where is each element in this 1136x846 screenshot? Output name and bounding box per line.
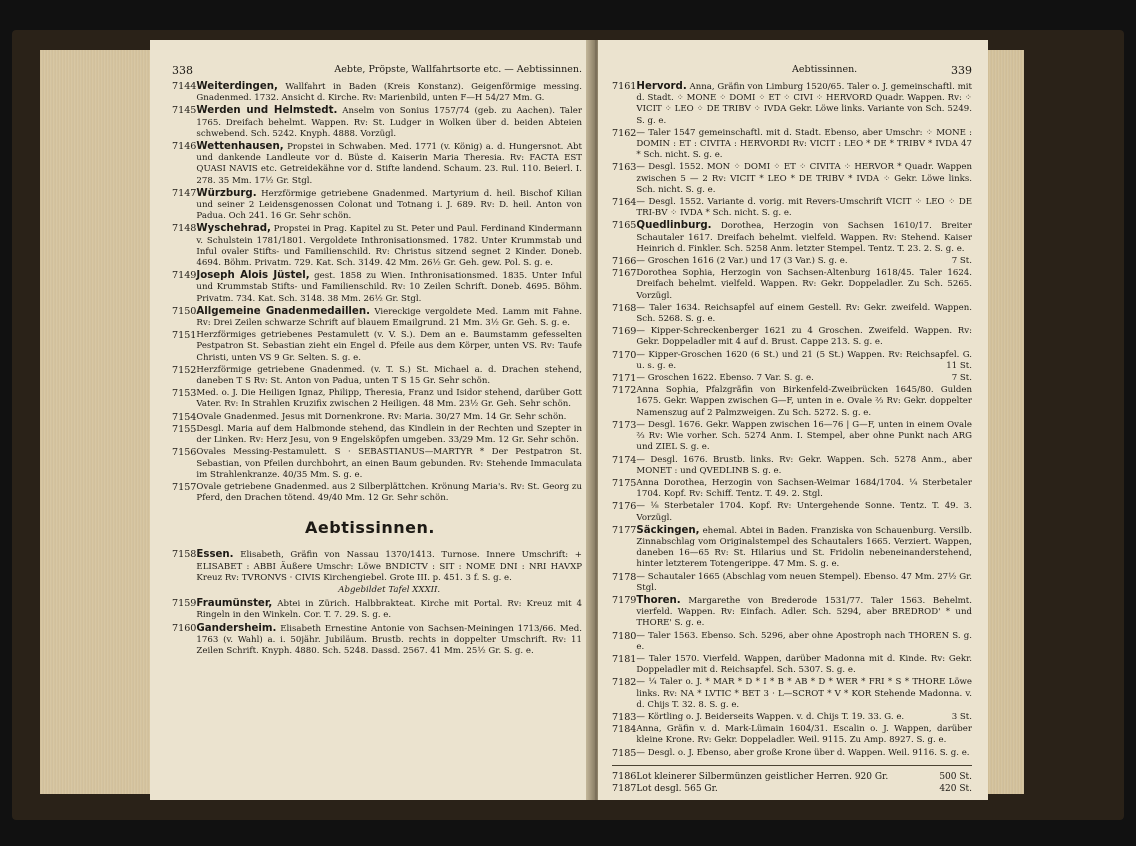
- entry-number: 7152: [172, 364, 197, 376]
- entry-title: Fraumünster,: [196, 598, 273, 610]
- entry-title: Allgemeine Gnadenmedaillen.: [196, 305, 370, 317]
- entry-title: Würzburg.: [196, 187, 257, 199]
- catalog-entry: [612, 373, 972, 384]
- left-page-number: 338: [172, 64, 193, 77]
- left-entries: [172, 81, 592, 504]
- entry-number: 7177: [612, 524, 637, 536]
- entry-title: Werden und Helmstedt.: [196, 105, 338, 117]
- entry-description: Herzförmige getriebene Gnadenmed. Martyrium d. heil. Bischof Kilian und seiner 2 Leidensgenossen Colonat und Totnang i. J. 689. Rv: D. heil. Anton von Padua. Och 241. 16 Gr. Sehr schön.: [196, 188, 582, 222]
- entry-text: [636, 81, 972, 127]
- entry-number: 7172: [612, 385, 637, 397]
- entry-text: [636, 525, 972, 571]
- catalog-entry: [172, 482, 592, 504]
- catalog-entry: [172, 598, 592, 621]
- entry-text: [196, 598, 592, 621]
- entry-description: — Desgl. 1552. MON ⁘ DOMI ⁘ ET ⁘ CIVITA ⁘ HERVOR * Quadr. Wappen zwischen 5 — 2 Rv: VICIT * LEO * DE TRIBV * IVDA ⁘ Gekr. Löwe links. Sch. nicht. S. g. e.: [636, 162, 972, 195]
- catalog-entry: [612, 595, 972, 630]
- entry-description: — Schautaler 1665 (Abschlag vom neuen Stempel). Ebenso. 47 Mm. 27½ Gr. Stgl.: [636, 571, 972, 593]
- entry-number: 7163: [612, 162, 637, 174]
- entry-description: Anna Dorothea, Herzogin von Sachsen-Weimar 1684/1704. ¼ Sterbetaler 1704. Kopf. Rv: Schiff. Tentz. T. 49. 2. Stgl.: [636, 477, 972, 500]
- entry-text: [196, 141, 592, 187]
- entry-description: — Desgl. 1676. Brustb. links. Rv: Gekr. Wappen. Sch. 5278 Anm., aber MONET : und QVEDLINB S. g. e.: [636, 454, 972, 476]
- entry-text: [196, 188, 592, 223]
- catalog-entry: [612, 256, 972, 267]
- catalog-entry: [172, 365, 592, 387]
- catalog-entry: [612, 525, 972, 571]
- entry-description: — Körtling o. J. Beiderseits Wappen. v. d. Chijs T. 19. 33. G. e.: [636, 711, 905, 722]
- entry-text: [636, 677, 972, 711]
- right-header-title: Aebtissinnen.: [792, 64, 858, 75]
- entry-quantity: 7 St.: [951, 256, 972, 267]
- entry-text: [196, 330, 592, 364]
- catalog-entry: [612, 326, 972, 348]
- catalog-entry: [612, 303, 972, 325]
- entry-text: [636, 303, 972, 325]
- catalog-entry: [172, 270, 592, 305]
- entry-text: [196, 424, 592, 446]
- entry-description: Elisabeth Ernestine Antonie von Sachsen-Meiningen 1713/66. Med. 1763 (v. Wahl) a. i. 50jähr. Jubiläum. Brustb. rechts in doppelter Umschrift. Rv: 11 Zeilen Schrift. Knyph. 4880. Sch. 5248. Dassd. 2567. 41 Mm. 25½ Gr. S. g. e.: [196, 623, 582, 656]
- entry-number: 7171: [612, 373, 637, 385]
- entry-number: 7158: [172, 549, 197, 561]
- entry-title: Quedlinburg.: [636, 220, 712, 232]
- entry-text: [636, 256, 972, 267]
- entry-quantity: 11 St.: [946, 360, 972, 371]
- lot-text: Lot desgl. 565 Gr.: [636, 783, 718, 794]
- entry-title: Joseph Alois Jüstel,: [196, 270, 310, 282]
- entry-text: [636, 654, 972, 676]
- entry-text: [196, 623, 592, 658]
- entry-quantity: 3 St.: [951, 711, 972, 722]
- lot-number: 7187: [612, 782, 637, 794]
- entry-number: 7173: [612, 419, 637, 431]
- entry-description: — Groschen 1622. Ebenso. 7 Var. S. g. e.: [636, 373, 814, 384]
- entry-text: [636, 326, 972, 348]
- entry-text: [636, 385, 972, 419]
- entry-description: Dorothea, Herzogin von Sachsen 1610/17. Breiter Schautaler 1617. Dreifach behelmt. vielfeld. Wappen. Rv: Stehend. Kaiser Heinrich d. Finkler. Sch. 5258 Anm. letzter Stempel. Tentz. T. 23. 2. S. g. e.: [636, 221, 972, 254]
- entry-number: 7165: [612, 220, 637, 232]
- entry-number: 7160: [172, 622, 197, 634]
- entry-description: Dorothea Sophia, Herzogin von Sachsen-Altenburg 1618/45. Taler 1624. Dreifach behelmt. vielfeld. Wappen. Rv: Gekr. Doppeladler. Zu Sch. 5265. Vorzügl.: [636, 268, 972, 301]
- catalog-entry: [172, 306, 592, 329]
- catalog-entry: [172, 549, 592, 597]
- catalog-entry: [612, 677, 972, 711]
- entry-title: Gandersheim.: [196, 622, 277, 634]
- entry-text: [636, 478, 972, 500]
- entry-text: [196, 365, 592, 387]
- entry-description: — Desgl. 1676. Gekr. Wappen zwischen 16—76 | G—F, unten in einem Ovale ⅔ Rv: Wie vorher. Sch. 5274 Anm. I. Stempel, aber ohne Punkt nach ARG und ZIEL S. g. e.: [636, 419, 972, 453]
- entry-number: 7145: [172, 105, 197, 117]
- entry-title: Thoren.: [636, 594, 681, 606]
- lot-amount: 500 St.: [939, 771, 972, 782]
- catalog-entry: [612, 724, 972, 746]
- entry-number: 7184: [612, 724, 637, 736]
- catalog-entry: [612, 420, 972, 454]
- entry-number: 7176: [612, 501, 637, 513]
- entry-description: Ovale getriebene Gnadenmed. aus 2 Silberplättchen. Krönung Maria's. Rv: St. Georg zu Pferd, den Drachen tötend. 49/40 Mm. 12 Gr. Sehr schön.: [196, 481, 582, 504]
- right-entries: [612, 81, 972, 759]
- entry-number: 7147: [172, 187, 197, 199]
- catalog-entry: [612, 197, 972, 219]
- entry-number: 7157: [172, 481, 197, 493]
- entry-description: Ovale Gnadenmed. Jesus mit Dornenkrone. Rv: Maria. 30/27 Mm. 14 Gr. Sehr schön.: [196, 411, 567, 422]
- entry-description: gest. 1858 zu Wien. Inthronisationsmed. 1835. Unter Inful und Krummstab Stifts- und Familienschild. Rv: 10 Zeilen Schrift. Doneb. 4695. Böhm. Privatm. 734. Kat. Sch. 3148. 38 Mm. 26½ Gr. Stgl.: [196, 271, 583, 304]
- right-page-number: 339: [951, 64, 972, 77]
- entry-text: [636, 162, 972, 196]
- catalog-entry: [612, 455, 972, 477]
- lot-list: [612, 771, 972, 795]
- entry-number: 7161: [612, 81, 637, 92]
- entry-number: 7181: [612, 653, 637, 665]
- entry-number: 7166: [612, 256, 637, 268]
- entry-number: 7179: [612, 594, 637, 606]
- entry-description: Viereckige vergoldete Med. Lamm mit Fahne. Rv: Drei Zeilen schwarze Schrift auf blauem Emailgrund. 21 Mm. 3½ Gr. Geh. S. g. e.: [196, 306, 582, 329]
- catalog-entry: [172, 105, 592, 140]
- entry-text: [636, 420, 972, 454]
- entry-text: [196, 270, 592, 305]
- entry-text: [196, 447, 592, 481]
- lot-text: Lot kleinerer Silbermünzen geistlicher Herren. 920 Gr.: [636, 771, 889, 782]
- catalog-entry: [172, 223, 592, 269]
- entry-description: Propstei in Prag. Kapitel zu St. Peter und Paul. Ferdinand Kindermann v. Schulstein 1781/1801. Vergoldete Inthronisationsmed. 1782. Unter Krummstab und Inful ovaler Stifts- und Familienschild. Rv: Christus sitzend segnet 2 Kinder. Doneb. 4694. Böhm. Privatm. 729. Kat. Sch. 3149. 42 Mm. 26½ Gr. Geh. gew. Pol. S. g. e.: [196, 224, 583, 269]
- entry-text: [636, 501, 972, 523]
- catalog-entry: [172, 388, 592, 410]
- entry-description: — Taler 1634. Reichsapfel auf einem Gestell. Rv: Gekr. zweifeld. Wappen. Sch. 5268. S. g. e.: [636, 302, 972, 325]
- entry-description: ehemal. Abtei in Baden. Franziska von Schauenburg. Versilb. Zinnabschlag vom Originalstempel des Schautalers 1665. Verziert. Wappen, daneben 16—65 Rv: St. Hilarius und St. Fridolin nebeneinanderstehend, hinter letzterem Totengerippe. 47 Mm. S. g. e.: [636, 525, 972, 570]
- entry-number: 7150: [172, 305, 197, 317]
- entry-number: 7162: [612, 127, 637, 139]
- entry-title: Weiterdingen,: [196, 81, 278, 92]
- entry-description: Anna, Gräfin von Limburg 1520/65. Taler o. J. gemeinschaftl. mit d. Stadt. ⁘ MONE ⁘ DOMI ⁘ ET ⁘ CIVI ⁘ HERVORD Quadr. Wappen. Rv: ⁘ VICIT ⁘ LEO ⁘ DE TRIBV ⁘ IVDA Gekr. Löwe links. Variante von Sch. 5249. S. g. e.: [636, 82, 973, 126]
- left-running-head: [172, 64, 582, 77]
- catalog-entry: [172, 330, 592, 364]
- entry-text: [636, 572, 972, 594]
- left-page: [150, 40, 592, 800]
- entry-text: [196, 81, 592, 104]
- catalog-entry: [612, 748, 972, 759]
- entry-text: [636, 220, 972, 255]
- entry-text: [196, 223, 592, 269]
- catalog-entry: [172, 447, 592, 481]
- entry-number: 7170: [612, 349, 637, 361]
- entry-number: 7159: [172, 598, 197, 610]
- entry-description: — Taler 1570. Vierfeld. Wappen, darüber Madonna mit d. Kinde. Rv: Gekr. Doppeladler mit d. Reichsapfel. Sch. 5307. S. g. e.: [636, 653, 972, 676]
- entry-description: Margarethe von Brederode 1531/77. Taler 1563. Behelmt. vierfeld. Wappen. Rv: Einfach. Adler. Sch. 5294, aber BREDROD' * und THORE' S. g. e.: [636, 595, 972, 629]
- entry-text: [636, 268, 972, 302]
- entry-description: Elisabeth, Gräfin von Nassau 1370/1413. Turnose. Innere Umschrift: + ELISABET : ABBI Äußere Umschr: Löwe BNDICTV : SIT : NOME DNI : NRI HAVXP Kreuz Rv: TVRONVS · CIVIS Kirchengiebel. Grote III. p. 451. 3 f. S. g. e.: [196, 550, 583, 583]
- entry-text: [196, 549, 592, 597]
- entry-quantity: 7 St.: [951, 373, 972, 384]
- page-edges-left: [40, 50, 153, 794]
- entry-text: [636, 712, 972, 723]
- entry-description: Anna Sophia, Pfalzgräfin von Birkenfeld-Zweibrücken 1645/80. Gulden 1675. Gekr. Wappen zwischen G—F, unten in e. Ovale ⅔ Rv: Gekr. doppelter Namenszug auf 2 Palmzweigen. Zu Sch. 5272. S. g. e.: [636, 385, 972, 418]
- entry-number: 7154: [172, 411, 197, 423]
- entry-title: Hervord.: [636, 81, 687, 92]
- catalog-entry: [612, 128, 972, 162]
- entry-description: Herzförmige getriebene Gnadenmed. (v. T. S.) St. Michael a. d. Drachen stehend, daneben T S Rv: St. Anton von Padua, unten T S 15 Gr. Sehr schön.: [196, 364, 582, 387]
- entry-title: Säckingen,: [636, 524, 700, 536]
- entry-number: 7156: [172, 447, 197, 459]
- entry-number: 7151: [172, 330, 197, 342]
- left-entries-abbesses: [172, 549, 592, 657]
- entry-number: 7183: [612, 711, 637, 723]
- entry-text: [636, 724, 972, 746]
- entry-number: 7149: [172, 270, 197, 282]
- catalog-entry: [612, 268, 972, 302]
- catalog-entry: [612, 654, 972, 676]
- entry-text: [196, 105, 592, 140]
- entry-text: [196, 306, 592, 329]
- entry-number: 7175: [612, 477, 637, 489]
- entry-number: 7178: [612, 571, 637, 583]
- entry-description: Wallfahrt in Baden (Kreis Konstanz). Geigenförmige messing. Gnadenmed. 1732. Ansicht d. Kirche. Rv: Marienbild, unten F—H 54/27 Mm. G.: [196, 82, 582, 104]
- entry-description: — Taler 1563. Ebenso. Sch. 5296, aber ohne Apostroph nach THOREN S. g. e.: [636, 630, 972, 652]
- right-page: [598, 40, 988, 800]
- entry-text: [636, 197, 972, 219]
- entry-number: 7155: [172, 423, 197, 435]
- entry-title: Essen.: [196, 549, 234, 561]
- entry-description: — ⅛ Sterbetaler 1704. Kopf. Rv: Untergehende Sonne. Tentz. T. 49. 3. Vorzügl.: [636, 501, 972, 523]
- entry-number: 7169: [612, 326, 637, 338]
- entry-title: Wettenhausen,: [196, 141, 284, 153]
- section-title: Aebtissinnen.: [305, 518, 435, 538]
- entry-text: [636, 631, 972, 653]
- lot-divider: [612, 765, 972, 766]
- entry-number: 7144: [172, 81, 197, 92]
- catalog-entry: [612, 572, 972, 594]
- entry-text: [636, 595, 972, 630]
- catalog-entry: [612, 385, 972, 419]
- entry-description: Propstei in Schwaben. Med. 1771 (v. König) a. d. Hungersnot. Abt und dankende Landleute vor d. Büste d. Kaiserin Maria Theresia. Rv: FACTA EST QUASI NAVIS etc. Getreidekähne vor d. Stifte landend. Schaum. 23. Rul. 110. Beierl. I. 278. 35 Mm. 17½ Gr. Stgl.: [196, 142, 582, 186]
- entry-description: Desgl. Maria auf dem Halbmonde stehend, das Kindlein in der Rechten und Szepter in der Linken. Rv: Herz Jesu, von 9 Engelsköpfen umgeben. 33/29 Mm. 12 Gr. Sehr schön.: [196, 423, 582, 446]
- entry-description: Anselm von Sonius 1757/74 (geb. zu Aachen). Taler 1765. Dreifach behelmt. Wappen. Rv: St. Ludger in Wolken über d. beiden Abteien schwebend. Sch. 5242. Knyph. 4888. Vorzügl.: [196, 106, 582, 139]
- catalog-entry: [612, 81, 972, 127]
- lot-entry: [612, 771, 972, 783]
- entry-text: [636, 373, 972, 384]
- entry-number: 7174: [612, 454, 637, 466]
- entry-text: [636, 455, 972, 477]
- entry-text: [196, 482, 592, 504]
- entry-description: Ovales Messing-Pestamulett. S · SEBASTIANUS—MARTYR * Der Pestpatron St. Sebastian, von Pfeilen durchbohrt, an einen Baum gebunden. Rv: Stehende Immaculata im Strahlenkranze. 40/35 Mm. S. g. e.: [196, 447, 582, 480]
- entry-text: [196, 412, 592, 423]
- entry-text: [636, 350, 972, 372]
- entry-description: — Desgl. 1552. Variante d. vorig. mit Revers-Umschrift VICIT ⁘ LEO ⁘ DE TRI-BV ⁘ IVDA * Sch. nicht. S. g. e.: [636, 197, 972, 219]
- entry-number: 7182: [612, 677, 637, 689]
- page-edges-right: [988, 50, 1024, 794]
- catalog-entry: [612, 350, 972, 372]
- entry-description: — Taler 1547 gemeinschaftl. mit d. Stadt. Ebenso, aber Umschr: ⁘ MONE : DOMIN : ET : CIVITA : HERVORDI Rv: VICIT : LEO * DE * TRIBV * IVDA 47 * Sch. nicht. S. g. e.: [636, 127, 972, 161]
- entry-text: [636, 748, 972, 759]
- catalog-entry: [612, 478, 972, 500]
- catalog-entry: [612, 712, 972, 723]
- entry-text: [636, 128, 972, 162]
- catalog-entry: [172, 81, 592, 104]
- catalog-entry: [172, 188, 592, 223]
- catalog-entry: [172, 412, 592, 423]
- lot-number: 7186: [612, 770, 637, 782]
- entry-description: — Kipper-Groschen 1620 (6 St.) und 21 (5 St.) Wappen. Rv: Reichsapfel. G. u. s. g. e.: [636, 349, 972, 371]
- entry-number: 7180: [612, 630, 637, 642]
- entry-description: Abtei in Zürich. Halbbrakteat. Kirche mit Portal. Rv: Kreuz mit 4 Ringeln in den Winkeln. Cor. T. 7. 29. S. g. e.: [196, 599, 582, 621]
- entry-number: 7146: [172, 141, 197, 153]
- entry-number: 7167: [612, 268, 637, 280]
- catalog-entry: [612, 631, 972, 653]
- left-header-title: Aebte, Pröpste, Wallfahrtsorte etc. — Aebtissinnen.: [334, 64, 582, 75]
- entry-number: 7148: [172, 223, 197, 235]
- entry-description: — Kipper-Schreckenberger 1621 zu 4 Groschen. Zweifeld. Wappen. Rv: Gekr. Doppeladler mit 4 auf d. Brust. Cappe 213. S. g. e.: [636, 326, 972, 348]
- catalog-entry: [612, 501, 972, 523]
- catalog-entry: [612, 162, 972, 196]
- entry-description: Herzförmiges getriebenes Pestamulett (v. V. S.). Dem an e. Baumstamm gefesselten Pestpatron St. Sebastian zieht ein Engel d. Pfeile aus dem Körper, unten VS. Rv: Taufe Christi, unten VS 9 Gr. Selten. S. g. e.: [196, 330, 582, 363]
- entry-number: 7153: [172, 388, 197, 400]
- entry-description: Anna, Gräfin v. d. Mark-Lümain 1604/31. Escalin o. J. Wappen, darüber kleine Krone. Rv: Gekr. Doppeladler. Weil. 9115. Zu Amp. 8927. S. g. e.: [636, 724, 972, 746]
- lot-entry: [612, 783, 972, 795]
- entry-title: Wyschehrad,: [196, 223, 271, 235]
- catalog-entry: [172, 623, 592, 658]
- catalog-entry: [172, 141, 592, 187]
- entry-number: 7185: [612, 747, 637, 759]
- right-running-head: [612, 64, 972, 77]
- entry-text: [196, 388, 592, 410]
- entry-number: 7164: [612, 197, 637, 209]
- entry-description: — Groschen 1616 (2 Var.) und 17 (3 Var.) S. g. e.: [636, 256, 848, 267]
- entry-description: — ¼ Taler o. J. * MAR * D * I * B * AB * D * WER * FRI * S * THORE Löwe links. Rv: NA * LVTIC * BET 3 · L—SCROT * V * KOR Stehende Madonna. v. d. Chijs T. 32. 8. S. g. e.: [636, 677, 972, 710]
- entry-description: Med. o. J. Die Heiligen Ignaz, Philipp, Theresia, Franz und Isidor stehend, darüber Gott Vater. Rv: In Strahlen Kruzifix zwischen 2 Heiligen. 48 Mm. 23½ Gr. Geh. Sehr schön.: [196, 388, 582, 410]
- entry-number: 7168: [612, 302, 637, 314]
- entry-description: — Desgl. o. J. Ebenso, aber große Krone über d. Wappen. Weil. 9116. S. g. e.: [636, 747, 970, 758]
- catalog-entry: [172, 424, 592, 446]
- catalog-entry: [612, 220, 972, 255]
- lot-amount: 420 St.: [939, 783, 972, 794]
- plate-reference: Abgebildet Tafel XXXII.: [338, 584, 441, 595]
